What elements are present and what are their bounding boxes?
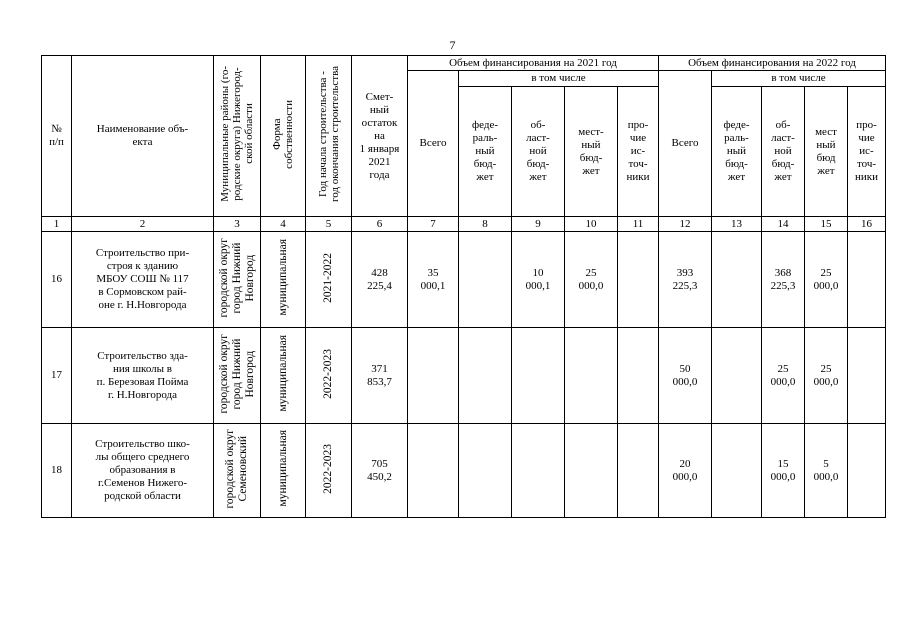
column-number: 3	[214, 217, 261, 232]
header-other-2022: про- чие ис- точ- ники	[848, 87, 886, 217]
row-years-text: 2022-2023	[322, 348, 334, 399]
row-ownership-text: муниципальная	[276, 430, 289, 507]
header-including-2022: в том числе	[712, 71, 886, 87]
column-number: 4	[261, 217, 306, 232]
row-other-2021	[618, 424, 659, 518]
row-balance: 428 225,4	[352, 232, 408, 328]
header-district-text: Муниципальные районы (го- родские округа) Нижегород- ской области	[219, 66, 255, 202]
row-total-2022: 20 000,0	[659, 424, 712, 518]
row-district	[214, 232, 261, 328]
header-balance: Смет- ный остаток на 1 января 2021 года	[352, 56, 408, 217]
row-total-2021	[408, 328, 459, 424]
row-ownership	[261, 232, 306, 328]
header-ownership	[261, 56, 306, 217]
header-district	[214, 56, 261, 217]
row-local-2022: 25 000,0	[805, 232, 848, 328]
row-federal-2021	[459, 328, 512, 424]
row-total-2022: 50 000,0	[659, 328, 712, 424]
column-number: 8	[459, 217, 512, 232]
row-district	[214, 424, 261, 518]
column-number: 7	[408, 217, 459, 232]
row-total-2022: 393 225,3	[659, 232, 712, 328]
row-local-2022: 5 000,0	[805, 424, 848, 518]
row-federal-2022	[712, 232, 762, 328]
column-number: 11	[618, 217, 659, 232]
row-local-2021	[565, 328, 618, 424]
page-number: 7	[449, 38, 456, 52]
column-number: 2	[72, 217, 214, 232]
row-balance: 371 853,7	[352, 328, 408, 424]
column-number: 12	[659, 217, 712, 232]
row-name: Строительство при- строя к зданию МБОУ СОШ № 117 в Сормовском рай- оне г. Н.Новгорода	[72, 232, 214, 328]
row-local-2021	[565, 424, 618, 518]
column-number: 9	[512, 217, 565, 232]
header-name: Наименование объ- екта	[72, 56, 214, 217]
row-federal-2022	[712, 424, 762, 518]
header-years-text: Год начала строительства - год окончания строительства	[316, 66, 341, 202]
column-number: 16	[848, 217, 886, 232]
table-row	[42, 424, 886, 518]
row-ownership	[261, 424, 306, 518]
header-years	[306, 56, 352, 217]
header-including-2021: в том числе	[459, 71, 659, 87]
column-number: 1	[42, 217, 72, 232]
row-district	[214, 328, 261, 424]
row-local-2022: 25 000,0	[805, 328, 848, 424]
row-other-2022	[848, 424, 886, 518]
row-ownership	[261, 328, 306, 424]
row-regional-2021	[512, 328, 565, 424]
header-ownership-text: Форма собственности	[271, 99, 295, 169]
row-total-2021: 35 000,1	[408, 232, 459, 328]
header-local-2022: мест ный бюд жет	[805, 87, 848, 217]
header-group-2021: Объем финансирования на 2021 год	[408, 56, 659, 71]
row-local-2021: 25 000,0	[565, 232, 618, 328]
table-row	[42, 328, 886, 424]
row-name: Строительство шко- лы общего среднего образования в г.Семенов Нижего- родской области	[72, 424, 214, 518]
row-other-2021	[618, 328, 659, 424]
row-other-2022	[848, 232, 886, 328]
header-federal-2021: феде- раль- ный бюд- жет	[459, 87, 512, 217]
row-years	[306, 232, 352, 328]
header-total-2021: Всего	[408, 71, 459, 217]
column-number: 6	[352, 217, 408, 232]
row-num: 17	[42, 328, 72, 424]
row-other-2022	[848, 328, 886, 424]
row-district-text: городской округ город Нижний Новгород	[217, 333, 256, 414]
row-years-text: 2022-2023	[322, 443, 334, 494]
column-number: 13	[712, 217, 762, 232]
row-years	[306, 424, 352, 518]
header-regional-2022: об- ласт- ной бюд- жет	[762, 87, 805, 217]
row-federal-2022	[712, 328, 762, 424]
column-number: 10	[565, 217, 618, 232]
row-federal-2021	[459, 232, 512, 328]
row-federal-2021	[459, 424, 512, 518]
row-other-2021	[618, 232, 659, 328]
row-district-text: городской округ Семеновский	[224, 428, 249, 509]
row-years-text: 2021-2022	[322, 252, 334, 303]
row-num: 18	[42, 424, 72, 518]
row-ownership-text: муниципальная	[276, 239, 289, 316]
column-number-row	[42, 217, 886, 232]
row-regional-2022: 15 000,0	[762, 424, 805, 518]
row-regional-2022: 368 225,3	[762, 232, 805, 328]
row-balance: 705 450,2	[352, 424, 408, 518]
column-number: 5	[306, 217, 352, 232]
header-total-2022: Всего	[659, 71, 712, 217]
table-row	[42, 232, 886, 328]
header-other-2021: про- чие ис- точ- ники	[618, 87, 659, 217]
header-local-2021: мест- ный бюд- жет	[565, 87, 618, 217]
financing-table	[41, 55, 886, 518]
header-num: № п/п	[42, 56, 72, 217]
header-regional-2021: об- ласт- ной бюд- жет	[512, 87, 565, 217]
header-federal-2022: феде- раль- ный бюд- жет	[712, 87, 762, 217]
row-regional-2022: 25 000,0	[762, 328, 805, 424]
row-total-2021	[408, 424, 459, 518]
row-name: Строительство зда- ния школы в п. Березовая Пойма г. Н.Новгорода	[72, 328, 214, 424]
column-number: 14	[762, 217, 805, 232]
row-regional-2021: 10 000,1	[512, 232, 565, 328]
row-regional-2021	[512, 424, 565, 518]
row-ownership-text: муниципальная	[276, 335, 289, 412]
column-number: 15	[805, 217, 848, 232]
row-years	[306, 328, 352, 424]
header-group-2022: Объем финансирования на 2022 год	[659, 56, 886, 71]
row-num: 16	[42, 232, 72, 328]
row-district-text: городской округ город Нижний Новгород	[217, 237, 256, 318]
